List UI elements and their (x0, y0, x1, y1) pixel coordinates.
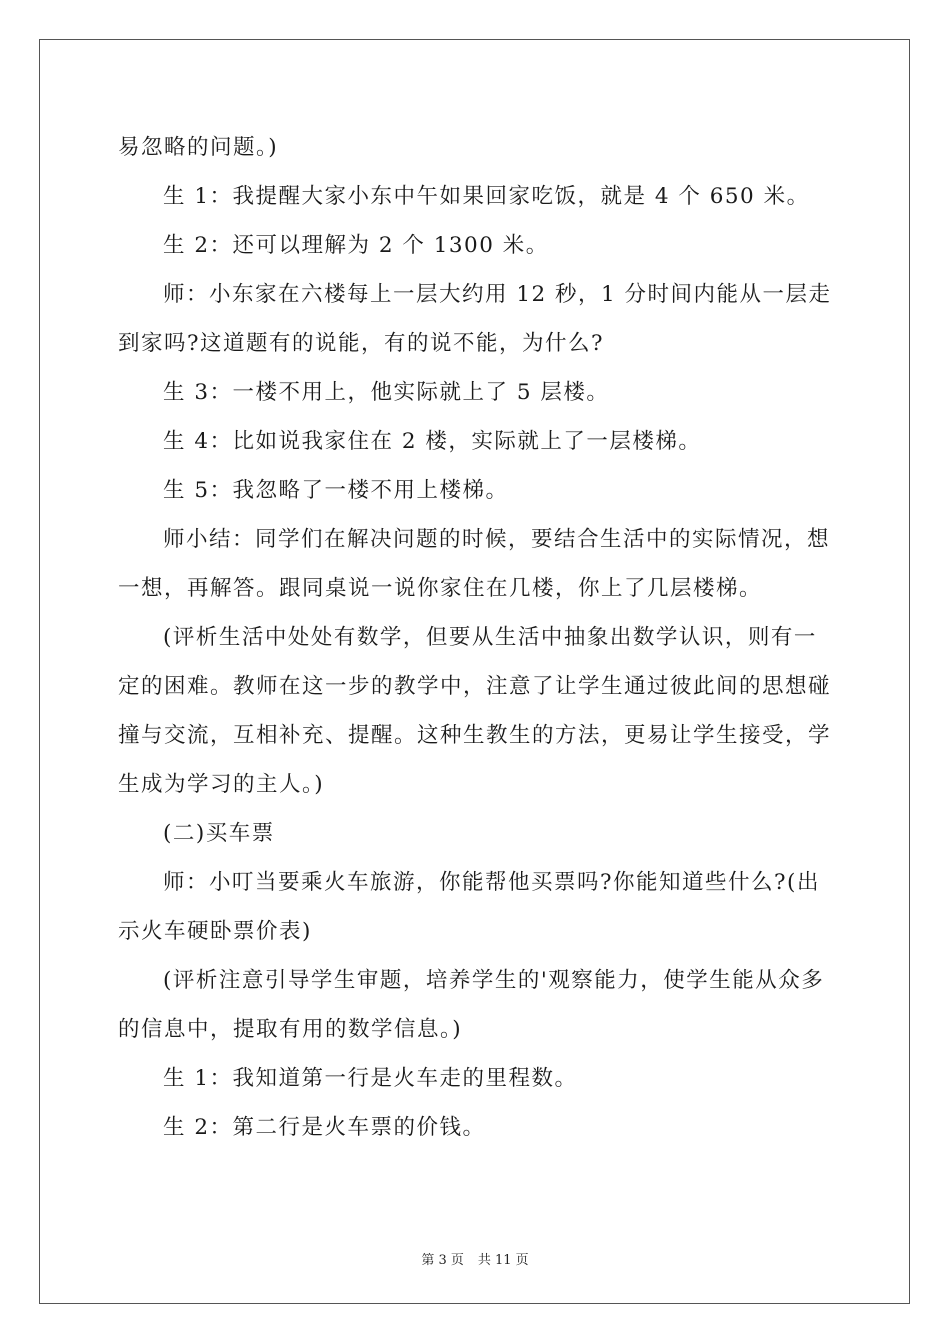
paragraph-14: 生 2：第二行是火车票的价钱。 (163, 1115, 486, 1140)
paragraph-3: 生 2：还可以理解为 2 个 1300 米。 (163, 233, 549, 258)
paragraph-6: 生 4：比如说我家住在 2 楼，实际就上了一层楼梯。 (163, 429, 702, 454)
paragraph-4: 师：小东家在六楼每上一层大约用 12 秒，1 分时间内能从一层走到家吗?这道题有的说能，有的说不能，为什么? (118, 282, 832, 356)
paragraph-5: 生 3：一楼不用上，他实际就上了 5 层楼。 (163, 380, 610, 405)
paragraph-8: 师小结：同学们在解决问题的时候，要结合生活中的实际情况，想一想，再解答。跟同桌说一说你家住在几楼，你上了几层楼梯。 (118, 527, 831, 601)
paragraph-9: (评析生活中处处有数学，但要从生活中抽象出数学认识，则有一定的困难。教师在这一步的教学中，注意了让学生通过彼此间的思想碰撞与交流，互相补充、提醒。这种生教生的方法，更易让学生接受，学生成为学习的主人。) (118, 625, 832, 797)
page-total: 共 11 页 (477, 1253, 529, 1268)
paragraph-2: 生 1：我提醒大家小东中午如果回家吃饭，就是 4 个 650 米。 (163, 184, 810, 209)
page-footer (0, 1249, 950, 1268)
page-number: 第 3 页 (421, 1253, 464, 1268)
document-body (118, 123, 836, 1152)
paragraph-13: 生 1：我知道第一行是火车走的里程数。 (163, 1066, 578, 1091)
section-heading: (二)买车票 (163, 821, 275, 846)
paragraph-1: 易忽略的问题。) (118, 135, 279, 160)
paragraph-11: 师：小叮当要乘火车旅游，你能帮他买票吗?你能知道些什么?(出示火车硬卧票价表) (118, 870, 820, 944)
paragraph-12: (评析注意引导学生审题，培养学生的'观察能力，使学生能从众多的信息中，提取有用的数学信息。) (118, 968, 825, 1042)
paragraph-7: 生 5：我忽略了一楼不用上楼梯。 (163, 478, 509, 503)
